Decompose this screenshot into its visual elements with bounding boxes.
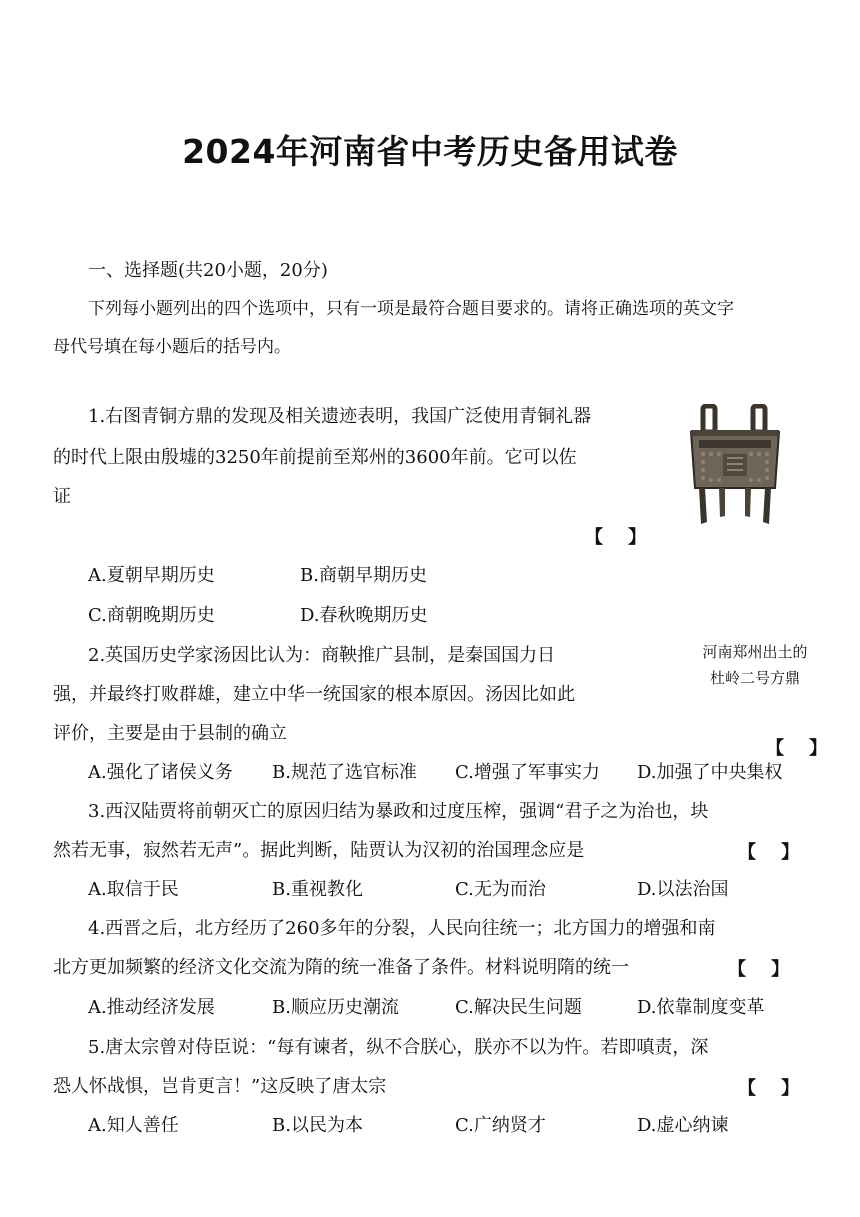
- option-b: B.规范了选官标准: [272, 762, 417, 783]
- figure-caption: 杜岭二号方鼎: [709, 669, 800, 687]
- option-c: C.解决民生问题: [455, 997, 582, 1018]
- option-a: A.取信于民: [88, 879, 179, 900]
- option-a: A.知人善任: [88, 1115, 179, 1136]
- option-d: D.加强了中央集权: [637, 762, 783, 783]
- answer-bracket: 【 】: [738, 1078, 800, 1099]
- question-text: 2.英国历史学家汤因比认为：商鞅推广县制，是秦国国力日: [88, 645, 556, 666]
- question-text: 北方更加频繁的经济文化交流为隋的统一准备了条件。材料说明隋的统一: [53, 957, 629, 978]
- answer-bracket: 【 】: [766, 738, 828, 759]
- question-text: 恐人怀战惧，岂肯更言！”这反映了唐太宗: [53, 1076, 387, 1097]
- option-b: B.顺应历史潮流: [272, 997, 399, 1018]
- option-b: B.以民为本: [272, 1115, 363, 1136]
- question-text: 4.西晋之后，北方经历了260多年的分裂，人民向往统一；北方国力的增强和南: [88, 918, 716, 939]
- option-c: C.广纳贤才: [455, 1115, 546, 1136]
- option-d: D.依靠制度变革: [637, 997, 765, 1018]
- page-title: 2024年河南省中考历史备用试卷: [182, 132, 678, 171]
- figure-caption: 河南郑州出土的: [702, 643, 808, 661]
- option-c: C.增强了军事实力: [455, 762, 600, 783]
- question-text: 3.西汉陆贾将前朝灭亡的原因归结为暴政和过度压榨，强调“君子之为治也，块: [88, 801, 709, 822]
- bronze-ding-image: [685, 404, 785, 530]
- option-c: C.商朝晚期历史: [88, 605, 215, 626]
- question-text: 5.唐太宗曾对侍臣说：“每有谏者，纵不合朕心，朕亦不以为忤。若即嗔责，深: [88, 1037, 709, 1058]
- section-heading: 一、选择题(共20小题，20分): [88, 260, 328, 281]
- question-text: 然若无事，寂然若无声”。据此判断，陆贾认为汉初的治国理念应是: [53, 840, 585, 861]
- question-text: 强，并最终打败群雄，建立中华一统国家的根本原因。汤因比如此: [53, 684, 575, 705]
- question-text: 的时代上限由殷墟的3250年前提前至郑州的3600年前。它可以佐: [53, 447, 577, 468]
- question-text: 证: [53, 486, 71, 507]
- answer-bracket: 【 】: [728, 959, 790, 980]
- instruction-text: 母代号填在每小题后的括号内。: [53, 337, 291, 357]
- option-a: A.强化了诸侯义务: [88, 762, 233, 783]
- question-text: 1.右图青铜方鼎的发现及相关遗迹表明，我国广泛使用青铜礼器: [88, 406, 592, 427]
- option-c: C.无为而治: [455, 879, 546, 900]
- option-b: B.商朝早期历史: [300, 565, 427, 586]
- option-a: A.夏朝早期历史: [88, 565, 215, 586]
- answer-bracket: 【 】: [738, 842, 800, 863]
- question-text: 评价，主要是由于县制的确立: [53, 723, 287, 744]
- option-b: B.重视教化: [272, 879, 363, 900]
- option-d: D.以法治国: [637, 879, 729, 900]
- option-d: D.虚心纳谏: [637, 1115, 729, 1136]
- answer-bracket: 【 】: [585, 527, 647, 548]
- instruction-text: 下列每小题列出的四个选项中，只有一项是最符合题目要求的。请将正确选项的英文字: [88, 299, 734, 319]
- option-d: D.春秋晚期历史: [300, 605, 428, 626]
- option-a: A.推动经济发展: [88, 997, 215, 1018]
